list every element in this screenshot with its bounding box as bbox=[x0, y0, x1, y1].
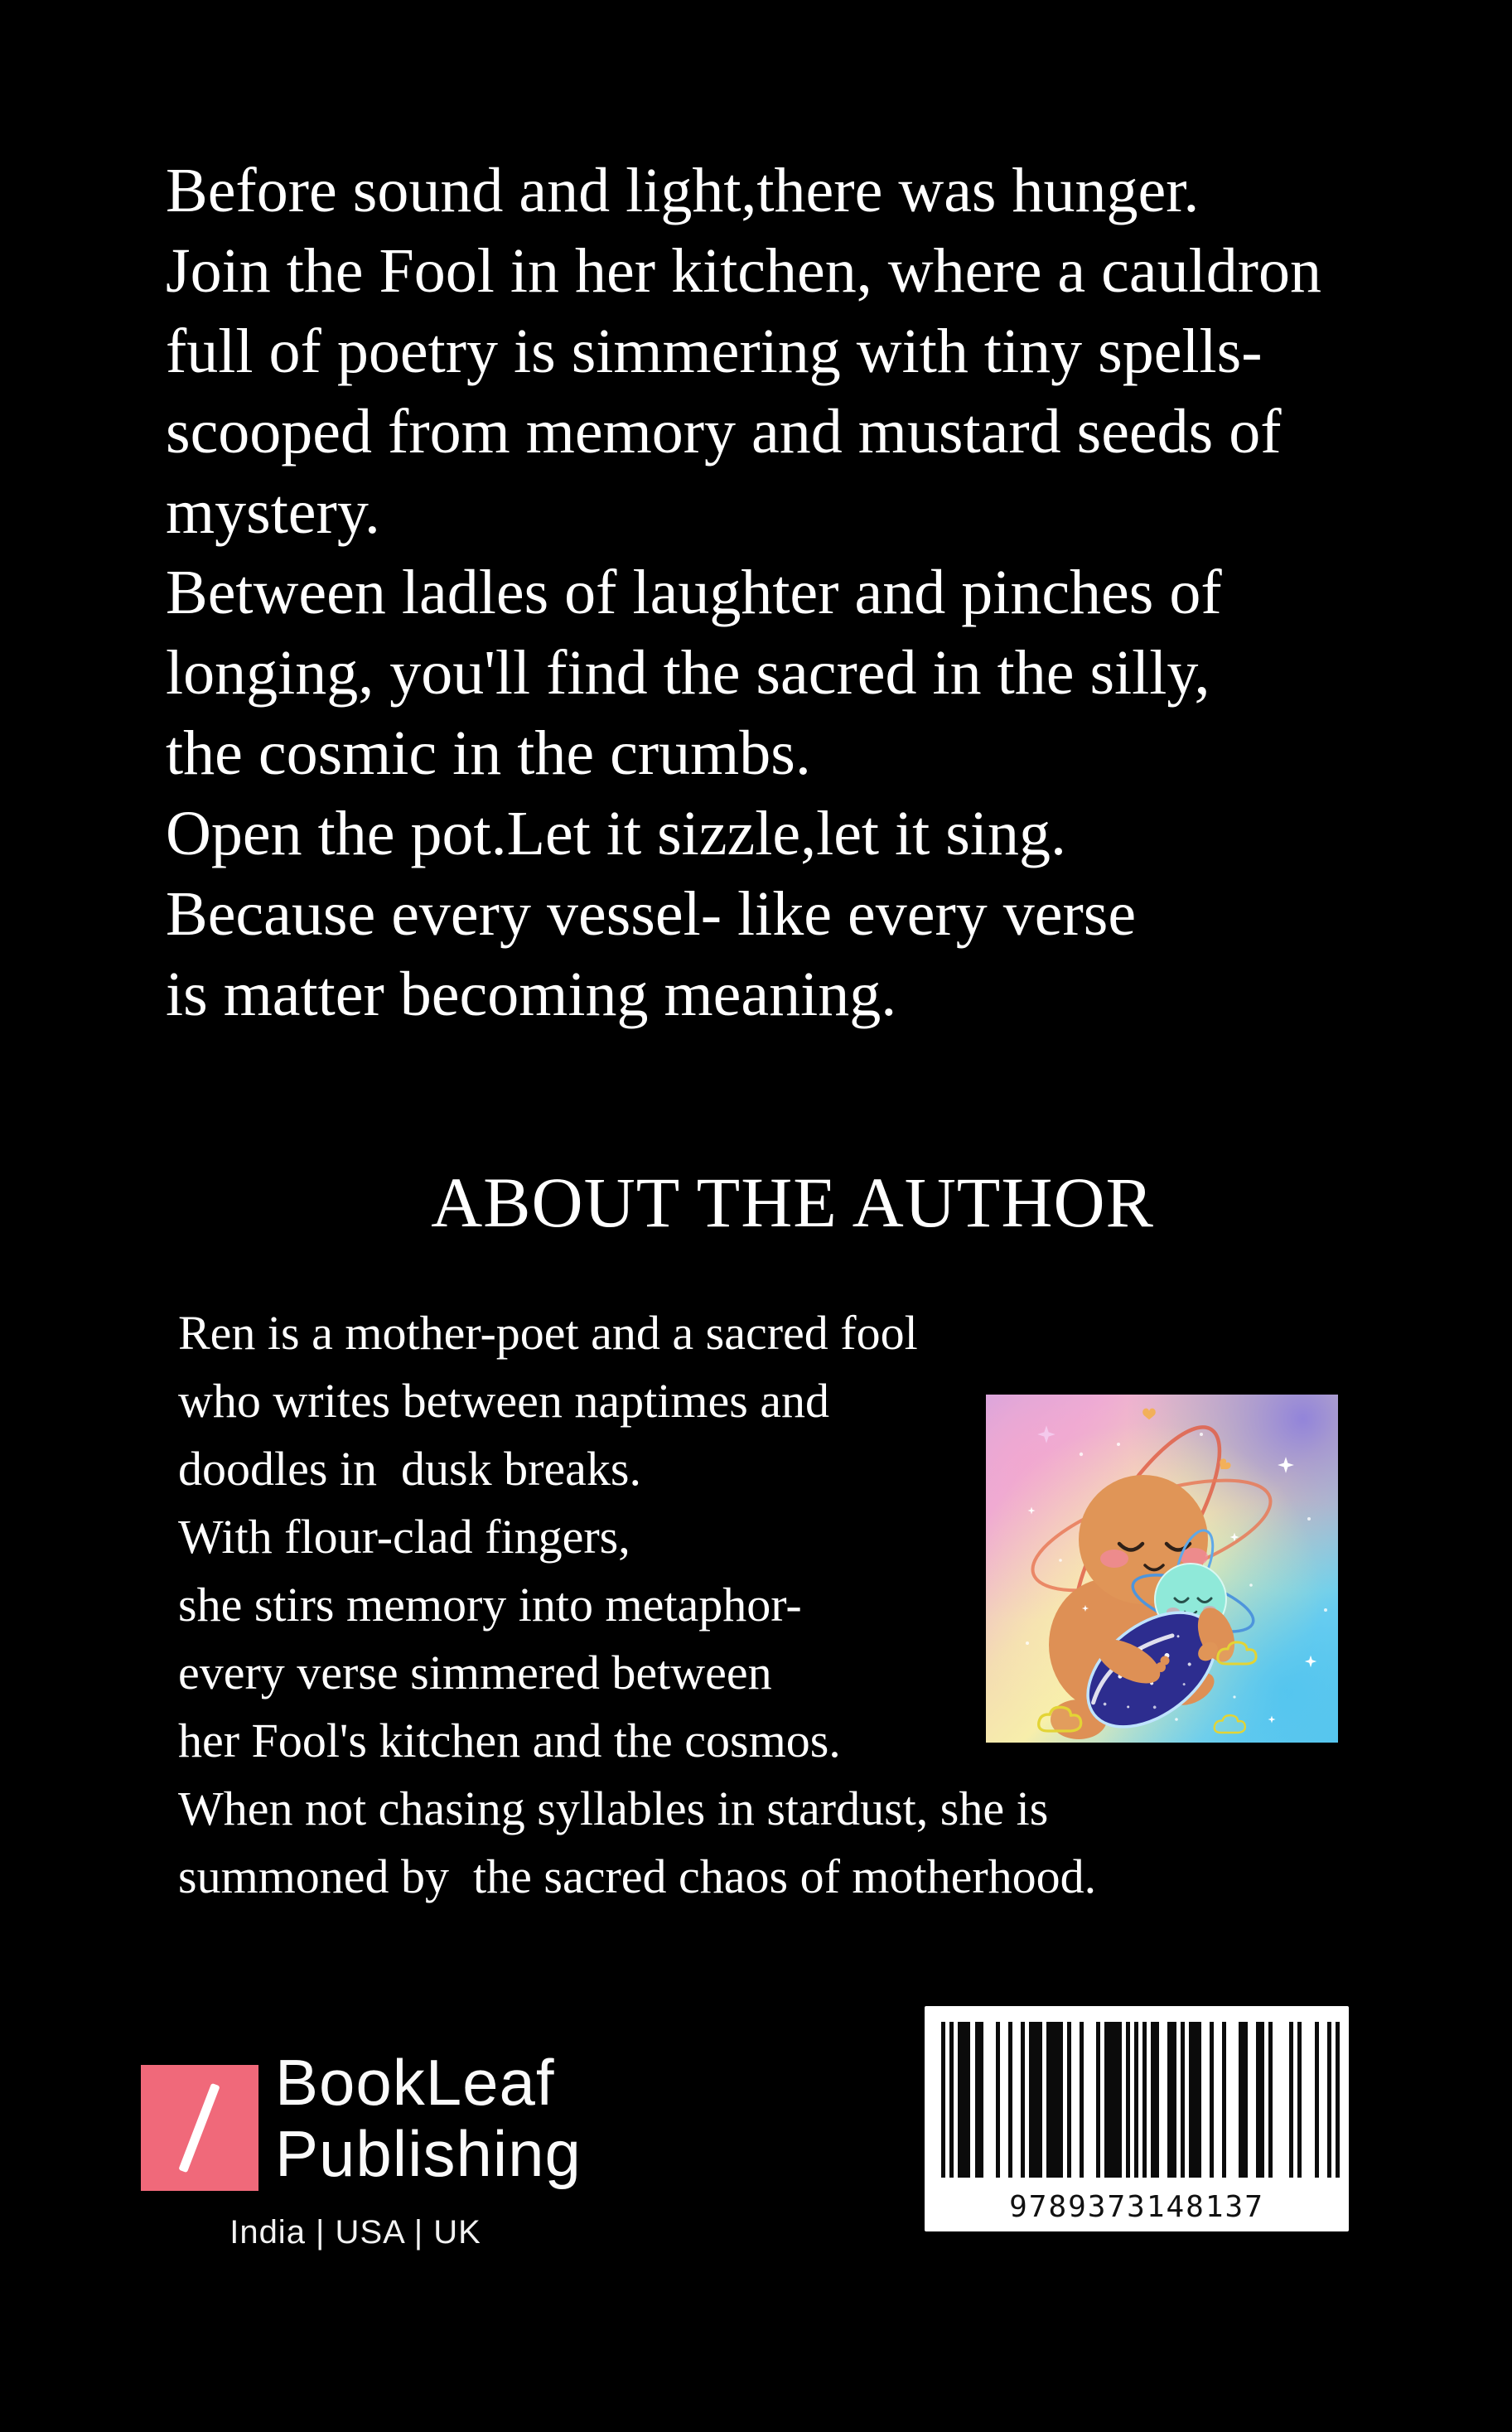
blurb-line: longing, you'll find the sacred in the silly, bbox=[166, 638, 1210, 708]
blurb-line: Join the Fool in her kitchen, where a cauldron bbox=[166, 236, 1322, 306]
barcode-digits: 9789373148137 bbox=[1009, 2190, 1264, 2224]
blurb-line: Open the pot.Let it sizzle,let it sing. bbox=[166, 799, 1066, 868]
bio-line: she stirs memory into metaphor- bbox=[178, 1578, 802, 1632]
author-bio bbox=[178, 1299, 1096, 1911]
barcode-bars bbox=[941, 2022, 1340, 2178]
bio-line: who writes between naptimes and bbox=[178, 1374, 830, 1428]
bio-line: every verse simmered between bbox=[178, 1646, 772, 1699]
bio-line: her Fool's kitchen and the cosmos. bbox=[178, 1714, 841, 1767]
publisher-name bbox=[275, 2047, 582, 2189]
bio-line: When not chasing syllables in stardust, she is bbox=[178, 1782, 1049, 1835]
blurb-line: Before sound and light,there was hunger. bbox=[166, 156, 1200, 225]
blurb bbox=[166, 151, 1321, 1035]
bio-line: With flour-clad fingers, bbox=[178, 1510, 630, 1564]
blurb-line: full of poetry is simmering with tiny spells- bbox=[166, 317, 1263, 386]
blurb-line: the cosmic in the crumbs. bbox=[166, 718, 811, 788]
blurb-line: mystery. bbox=[166, 477, 380, 547]
publisher-regions: India | USA | UK bbox=[229, 2214, 481, 2251]
blurb-line: Between ladles of laughter and pinches of bbox=[166, 558, 1222, 627]
bio-line: summoned by the sacred chaos of motherhood. bbox=[178, 1849, 1097, 1903]
author-illustration bbox=[986, 1395, 1338, 1743]
blurb-line: scooped from memory and mustard seeds of bbox=[166, 397, 1282, 467]
about-the-author-heading: ABOUT THE AUTHOR bbox=[431, 1163, 1154, 1242]
bio-line: doodles in dusk breaks. bbox=[178, 1442, 641, 1496]
isbn-barcode bbox=[925, 2006, 1349, 2231]
publisher-name-line2: Publishing bbox=[275, 2117, 582, 2190]
blurb-line: Because every vessel- like every verse bbox=[166, 879, 1137, 949]
publisher-name-line1: BookLeaf bbox=[275, 2046, 555, 2119]
blurb-line: is matter becoming meaning. bbox=[166, 960, 897, 1029]
bio-line: Ren is a mother-poet and a sacred fool bbox=[178, 1306, 918, 1360]
slash-icon bbox=[178, 2083, 220, 2173]
publisher-logo-square bbox=[141, 2065, 258, 2191]
